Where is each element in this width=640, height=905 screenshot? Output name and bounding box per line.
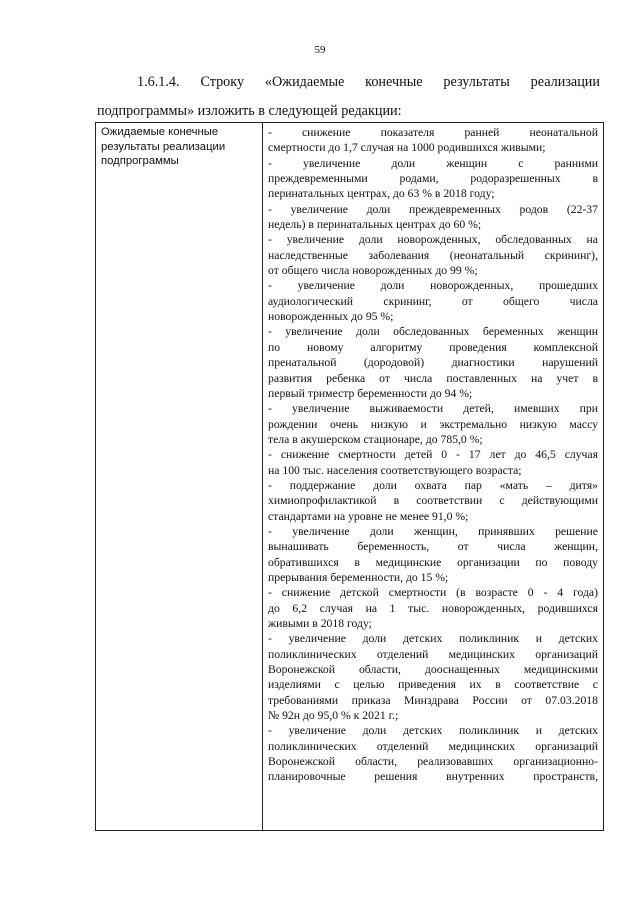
- result-text-line: прерывания беременности, до 15 %;: [268, 570, 449, 584]
- result-text-line: наследственные заболевания (неонатальный скрининг),: [268, 248, 598, 262]
- result-text-line: - увеличение доли новорожденных, обследованных на: [268, 233, 598, 247]
- result-text-line: - увеличение доли детских поликлиник и детских: [268, 632, 598, 646]
- result-text-line: поликлинических отделений медицинских организаций: [268, 739, 598, 753]
- result-text-line: - снижение показателя ранней неонатальной: [268, 126, 598, 139]
- result-text-line: тела в акушерском стационаре, до 785,0 %;: [268, 432, 483, 446]
- result-text-line: - увеличение доли детских поликлиник и детских: [268, 724, 598, 738]
- result-text-line: - увеличение доли женщин с ранними: [268, 156, 598, 170]
- result-text-line: новорожденных до 95 %;: [268, 310, 394, 324]
- result-text-line: - снижение детской смертности (в возрасте 0 - 4 года): [268, 586, 598, 600]
- result-text-line: - увеличение доли обследованных беременных женщин: [268, 325, 598, 339]
- row-label-line: подпрограммы: [101, 155, 179, 167]
- row-label-cell: [96, 123, 263, 831]
- result-text-line: химиопрофилактикой в соответствии с действующими: [268, 494, 598, 508]
- result-text-line: от общего числа новорожденных до 99 %;: [268, 264, 478, 278]
- result-text-line: стандартами на уровне не менее 91,0 %;: [268, 509, 469, 523]
- result-text-line: на 100 тыс. населения соответствующего возраста;: [268, 463, 522, 477]
- result-text-line: планировочные решения внутренних пространств,: [268, 770, 598, 784]
- result-text-line: - увеличение доли женщин, принявших решение: [268, 524, 598, 538]
- page-number: 59: [314, 44, 326, 56]
- result-text-line: первый триместр беременности до 94 %;: [268, 386, 473, 400]
- row-label-line: результаты реализации: [101, 140, 226, 153]
- results-table: [95, 122, 604, 831]
- intro-paragraph: [97, 68, 600, 126]
- result-text-line: требованиями приказа Минздрава России от 07.03.2018: [268, 693, 598, 707]
- result-text-line: рождении очень низкую и экстремально низкую массу: [268, 417, 598, 431]
- result-text-line: пренатальной (дородовой) диагностики нарушений: [268, 356, 598, 370]
- result-text-line: - увеличение доли новорожденных, прошедших: [268, 279, 598, 293]
- result-text-line: поликлинических отделений медицинских организаций: [268, 647, 598, 661]
- intro-line-1: 1.6.1.4. Строку «Ожидаемые конечные результаты реализации: [137, 74, 600, 90]
- result-text-line: развития ребенка от числа поставленных на учет в: [268, 371, 598, 385]
- result-text-line: живыми в 2018 году;: [268, 617, 372, 630]
- result-text-line: по новому алгоритму проведения комплексной: [268, 340, 598, 354]
- result-text-line: - увеличение выживаемости детей, имевших при: [268, 402, 598, 416]
- result-text-line: недель) в перинатальных центрах до 60 %;: [268, 218, 482, 232]
- result-text-line: аудиологический скрининг, от общего числа: [268, 294, 598, 308]
- result-text-line: обратившихся в медицинские организации по поводу: [268, 555, 598, 569]
- result-text-line: - снижение смертности детей 0 - 17 лет до 46,5 случая: [268, 448, 598, 462]
- row-label-line: Ожидаемые конечные: [101, 126, 219, 138]
- result-text-line: № 92н до 95,0 % к 2021 г.;: [268, 709, 399, 723]
- result-text-line: смертности до 1,7 случая на 1000 родившихся живыми;: [268, 141, 546, 155]
- row-value-cell: [263, 123, 604, 831]
- result-text-line: - поддержание доли охвата пар «мать – дитя»: [268, 478, 598, 492]
- result-text-line: перинатальных центрах, до 63 % в 2018 году;: [268, 187, 495, 201]
- intro-line-2: подпрограммы» изложить в следующей редакции:: [97, 103, 402, 119]
- result-text-line: изделиями с целью приведения их в соответствие с: [268, 678, 598, 692]
- result-text-line: Воронежской области, дооснащенных медицинскими: [268, 663, 598, 677]
- result-text-line: вынашивать беременность, от числа женщин,: [268, 540, 598, 554]
- result-text-line: до 6,2 случая на 1 тыс. новорожденных, родившихся: [268, 601, 598, 615]
- result-text-line: Воронежской области, реализовавших организационно-: [268, 755, 598, 769]
- table-row: [96, 123, 604, 831]
- result-text-line: преждевременными родами, родоразрешенных в: [268, 172, 598, 186]
- result-text-line: - увеличение доли преждевременных родов (22-37: [268, 202, 598, 216]
